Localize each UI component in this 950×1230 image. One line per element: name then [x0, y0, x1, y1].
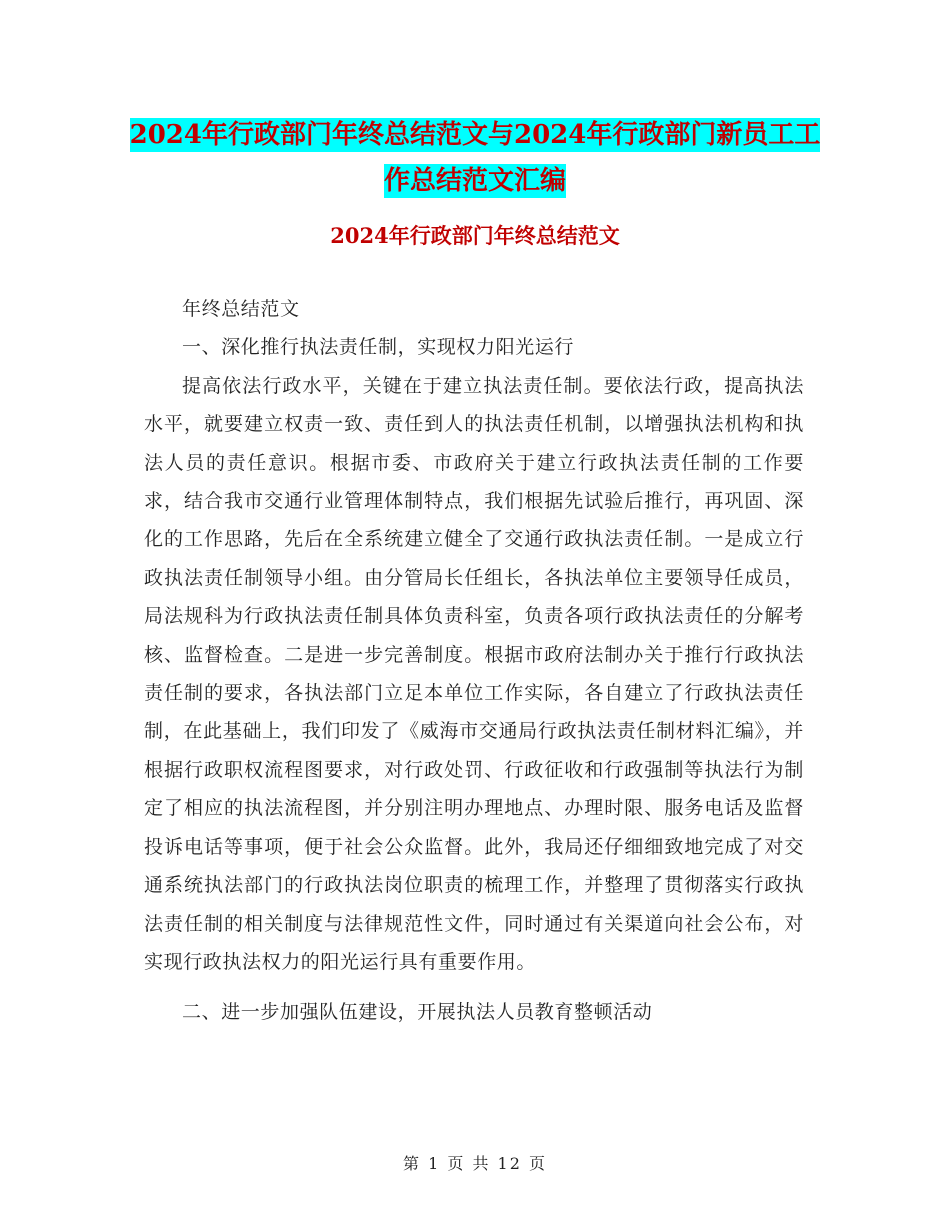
document-title [120, 112, 830, 204]
document-title-text: 2024年行政部门年终总结范文与2024年行政部门新员工工作总结范文汇编 [129, 120, 821, 196]
document-body [144, 290, 804, 1032]
paragraph-body-1: 提高依法行政水平，关键在于建立执法责任制。要依法行政，提高执法水平，就要建立权责一致、责任到人的执法责任机制，以增强执法机构和执法人员的责任意识。根据市委、市政府关于建立行政执法责任制的工作要求，结合我市交通行业管理体制特点，我们根据先试验后推行，再巩固、深化的工作思路，先后在全系统建立健全了交通行政执法责任制。一是成立行政执法责任制领导小组。由分管局长任组长，各执法单位主要领导任成员，局法规科为行政执法责任制具体负责科室，负责各项行政执法责任的分解考核、监督检查。二是进一步完善制度。根据市政府法制办关于推行行政执法责任制的要求，各执法部门立足本单位工作实际，各自建立了行政执法责任制，在此基础上，我们印发了《威海市交通局行政执法责任制材料汇编》，并根据行政职权流程图要求，对行政处罚、行政征收和行政强制等执法行为制定了相应的执法流程图，并分别注明办理地点、办理时限、服务电话及监督投诉电话等事项，便于社会公众监督。此外，我局还仔细细致地完成了对交通系统执法部门的行政执法岗位职责的梳理工作，并整理了贯彻落实行政执法责任制的相关制度与法律规范性文件，同时通过有关渠道向社会公布，对实现行政执法权力的阳光运行具有重要作用。 [144, 374, 804, 973]
paragraph-heading-2: 二、进一步加强队伍建设，开展执法人员教育整顿活动 [182, 1001, 653, 1024]
paragraph-heading-1: 一、深化推行执法责任制，实现权力阳光运行 [182, 336, 575, 359]
section-title: 2024年行政部门年终总结范文 [330, 223, 620, 248]
paragraph-intro: 年终总结范文 [182, 298, 300, 320]
page-footer: 第 1 页 共 12 页 [403, 1154, 547, 1173]
